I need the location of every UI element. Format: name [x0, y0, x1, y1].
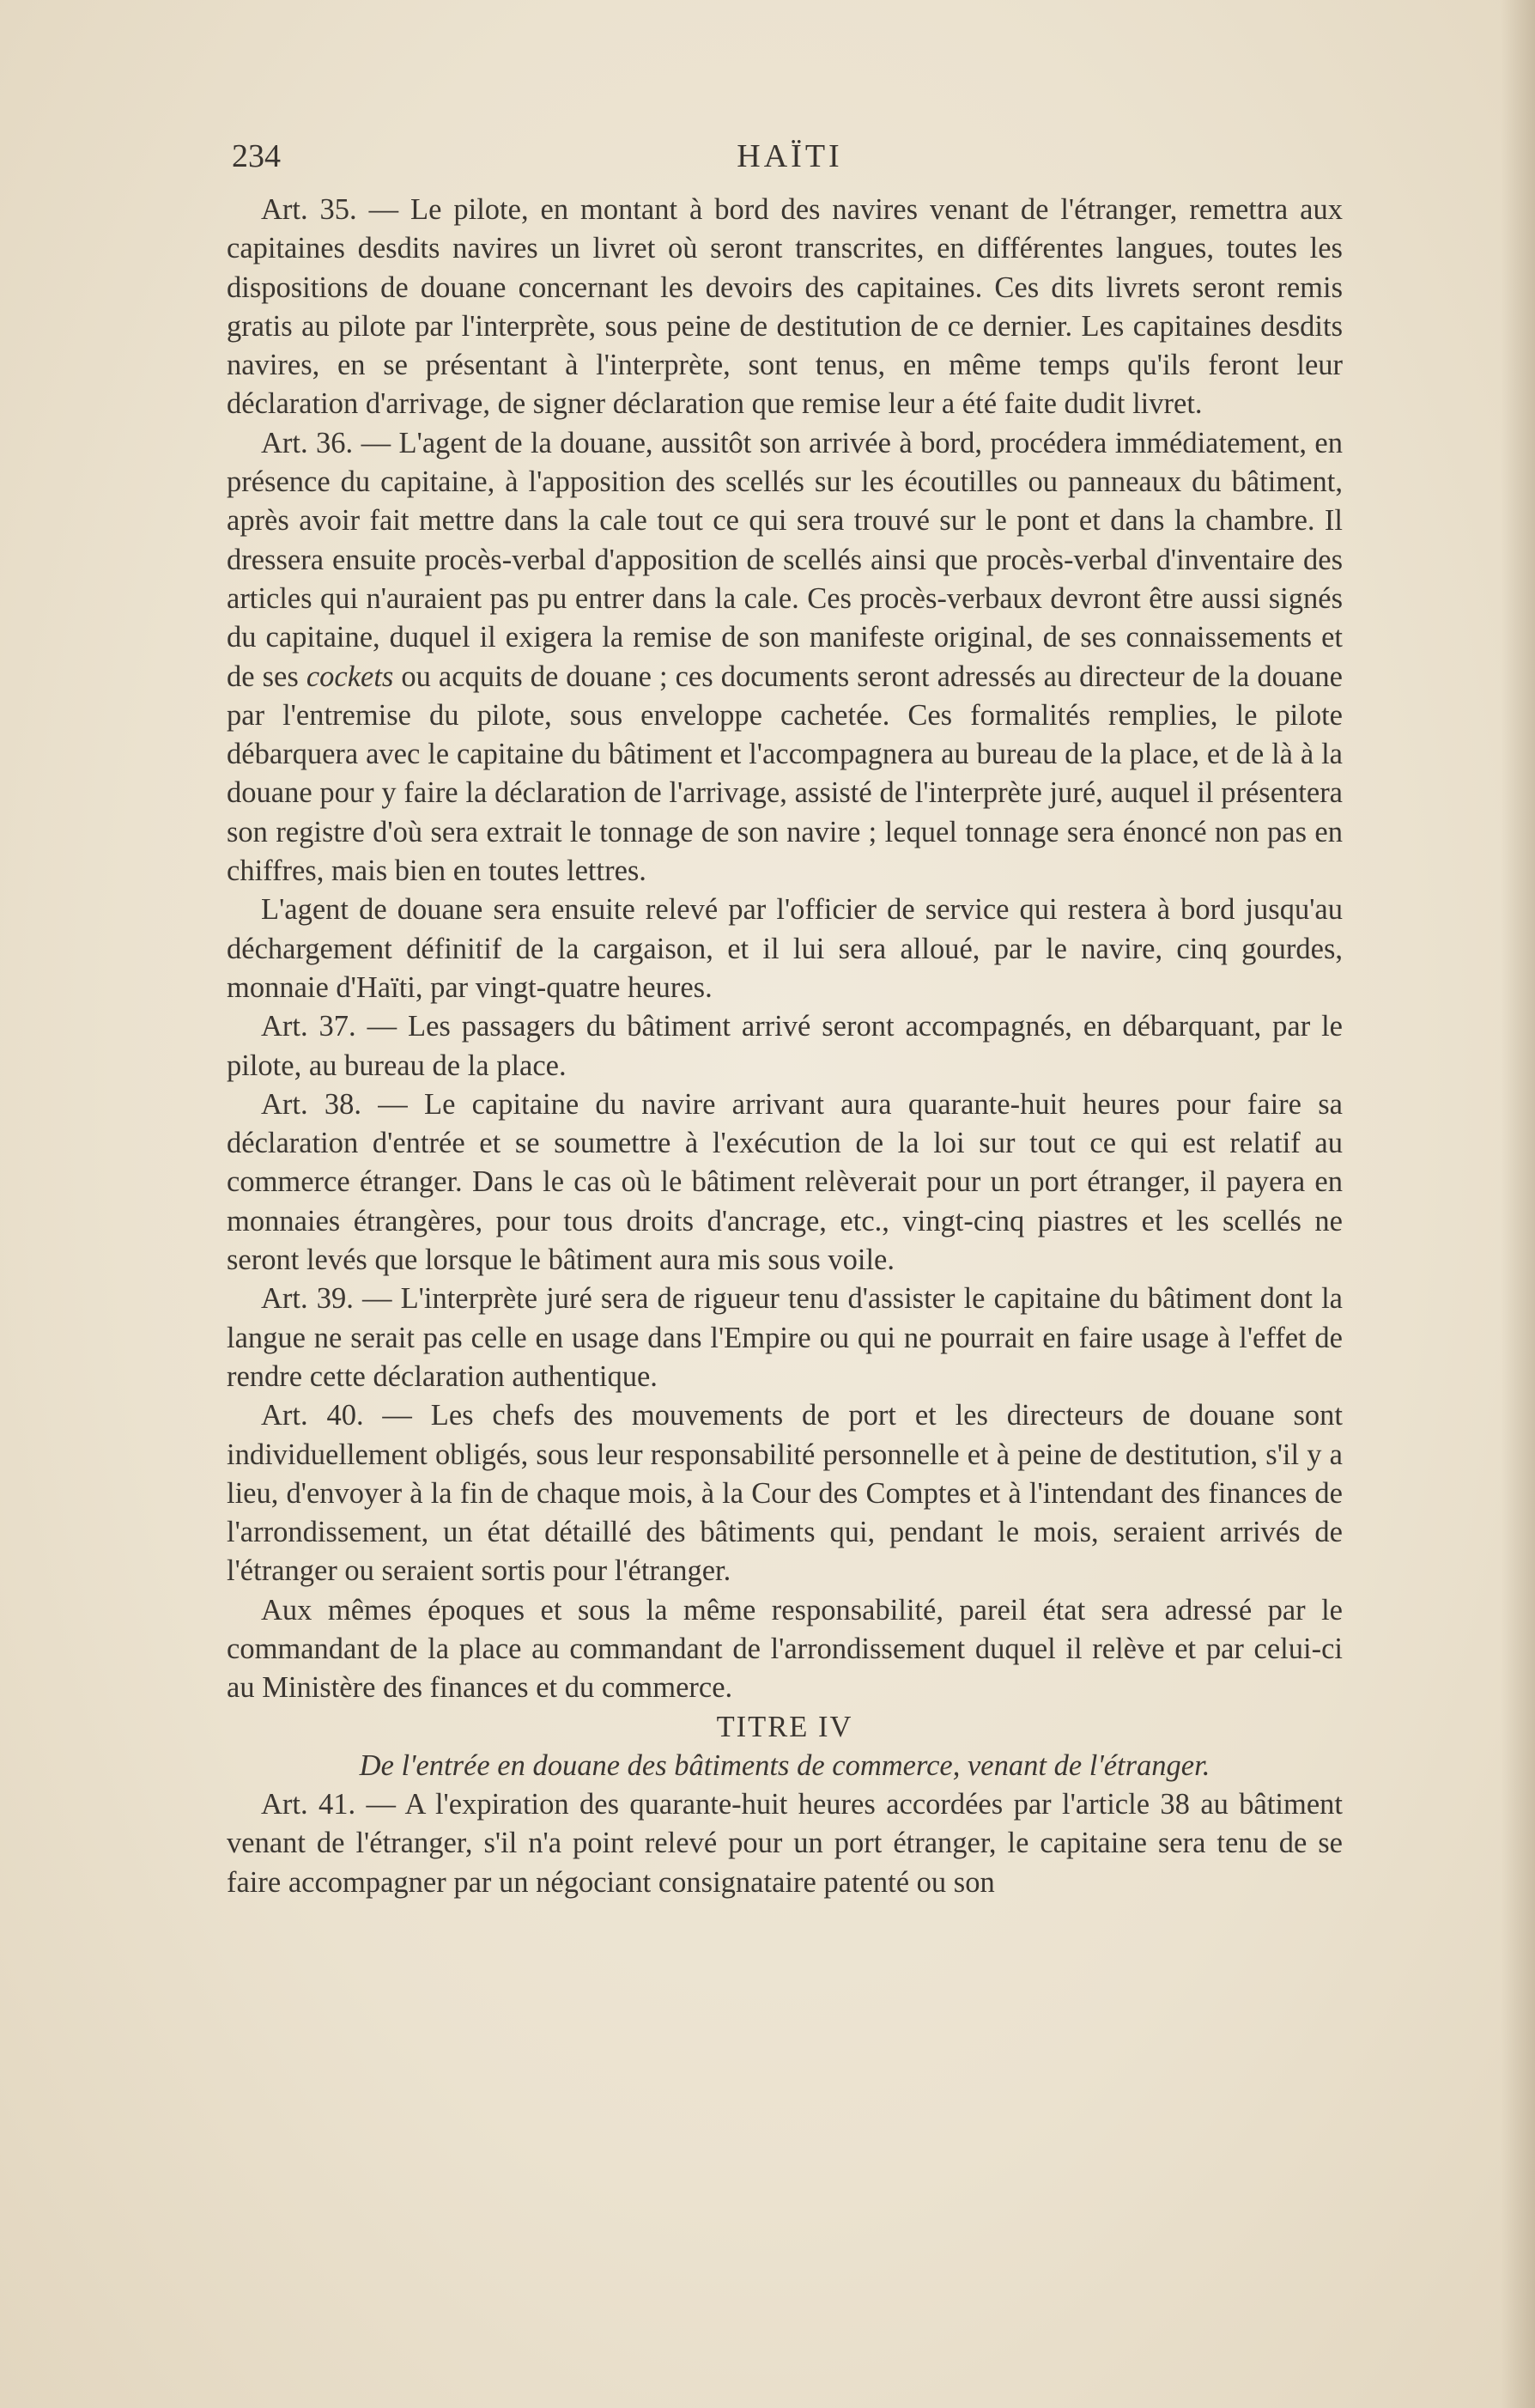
page-body: [227, 191, 1343, 1902]
paragraph-art41: Art. 41. — A l'expiration des quarante-huit heures accordées par l'article 38 au bâtiment venant de l'étranger, s'il n'a point relevé pour un port étranger, le capitaine sera tenu de se faire accompagner par un négociant consignataire patenté ou son: [227, 1788, 1343, 1899]
paragraph-art35: Art. 35. — Le pilote, en montant à bord des navires venant de l'étranger, remettra aux capitaines desdits navires un livret où seront transcrites, en différentes langues, toutes les dispositions de douane concernant les devoirs des capitaines. Ces dits livrets seront remis gratis au pilote par l'interprète, sous peine de destitution de ce dernier. Les capitaines desdits navires, en se présentant à l'interprète, sont tenus, en même temps qu'ils feront leur déclaration d'arrivage, de signer déclaration que remise leur a été faite dudit livret.: [227, 193, 1343, 421]
paragraph-art38: Art. 38. — Le capitaine du navire arrivant aura quarante-huit heures pour faire sa déclaration d'entrée et se soumettre à l'exécution de la loi sur tout ce qui est relatif au commerce étranger. Dans le cas où le bâtiment relèverait pour un port étranger, il payera en monnaies étrangères, pour tous droits d'ancrage, etc., vingt-cinq piastres et les scellés ne seront levés que lorsque le bâtiment aura mis sous voile.: [227, 1087, 1343, 1277]
art36-italic-term: cockets: [306, 660, 394, 693]
paragraph-aux: Aux mêmes époques et sous la même responsabilité, pareil état sera adressé par le commandant de la place au commandant de l'arrondissement duquel il relève et par celui-ci au Ministère des finances et du commerce.: [227, 1593, 1343, 1705]
paragraph-art37: Art. 37. — Les passagers du bâtiment arrivé seront accompagnés, en débarquant, par le pilote, au bureau de la place.: [227, 1010, 1343, 1082]
page-number: 234: [232, 138, 281, 174]
running-title: HAÏTI: [737, 138, 843, 174]
paragraph-agent: L'agent de douane sera ensuite relevé par l'officier de service qui restera à bord jusqu'au déchargement définitif de la cargaison, et il lui sera alloué, par le navire, cinq gourdes, monnaie d'Haïti, par vingt-quatre heures.: [227, 893, 1343, 1004]
paragraph-art36: [227, 424, 1343, 891]
paragraph-art40: Art. 40. — Les chefs des mouvements de port et les directeurs de douane sont individuellement obligés, sous leur responsabilité personnelle et à peine de destitution, s'il y a lieu, d'envoyer à la fin de chaque mois, à la Cour des Comptes et à l'intendant des finances de l'arrondissement, un état détaillé des bâtiments qui, pendant le mois, seraient arrivés de l'étranger ou seraient sortis pour l'étranger.: [227, 1399, 1343, 1588]
section-subtitle: De l'entrée en douane des bâtiments de commerce, venant de l'étranger.: [359, 1748, 1210, 1782]
art36-text-start: Art. 36. — L'agent de la douane, aussitôt son arrivée à bord, procédera immédiatement, en présence du capitaine, à l'apposition des scellés sur les écoutilles ou panneaux du bâtiment, après avoir fait mettre dans la cale tout ce qui sera trouvé sur le pont et dans la chambre. Il dressera ensuite procès-verbal d'apposition de scellés ainsi que procès-verbal d'inventaire des articles qui n'auraient pas pu entrer dans la cale. Ces procès-verbaux devront être aussi signés du capitaine, duquel il exigera la remise de son manifeste original, de ses connaissements et de ses: [227, 426, 1343, 693]
paragraph-art39: Art. 39. — L'interprète juré sera de rigueur tenu d'assister le capitaine du bâtiment dont la langue ne serait pas celle en usage dans l'Empire ou qui ne pourrait en faire usage à l'effet de rendre cette déclaration authentique.: [227, 1282, 1343, 1393]
art36-text-end: ou acquits de douane ; ces documents seront adressés au directeur de la douane par l'entremise du pilote, sous enveloppe cachetée. Ces formalités remplies, le pilote débarquera avec le capitaine du bâtiment et l'accompagnera au bureau de la place, et de là à la douane pour y faire la déclaration de l'arrivage, assisté de l'interprète juré, auquel il présentera son registre d'où sera extrait le tonnage de son navire ; lequel tonnage sera énoncé non pas en chiffres, mais bien en toutes lettres.: [227, 660, 1343, 888]
section-title: TITRE IV: [716, 1710, 853, 1743]
page-edge-shadow: [1501, 0, 1535, 2408]
page-header: [232, 137, 1348, 189]
